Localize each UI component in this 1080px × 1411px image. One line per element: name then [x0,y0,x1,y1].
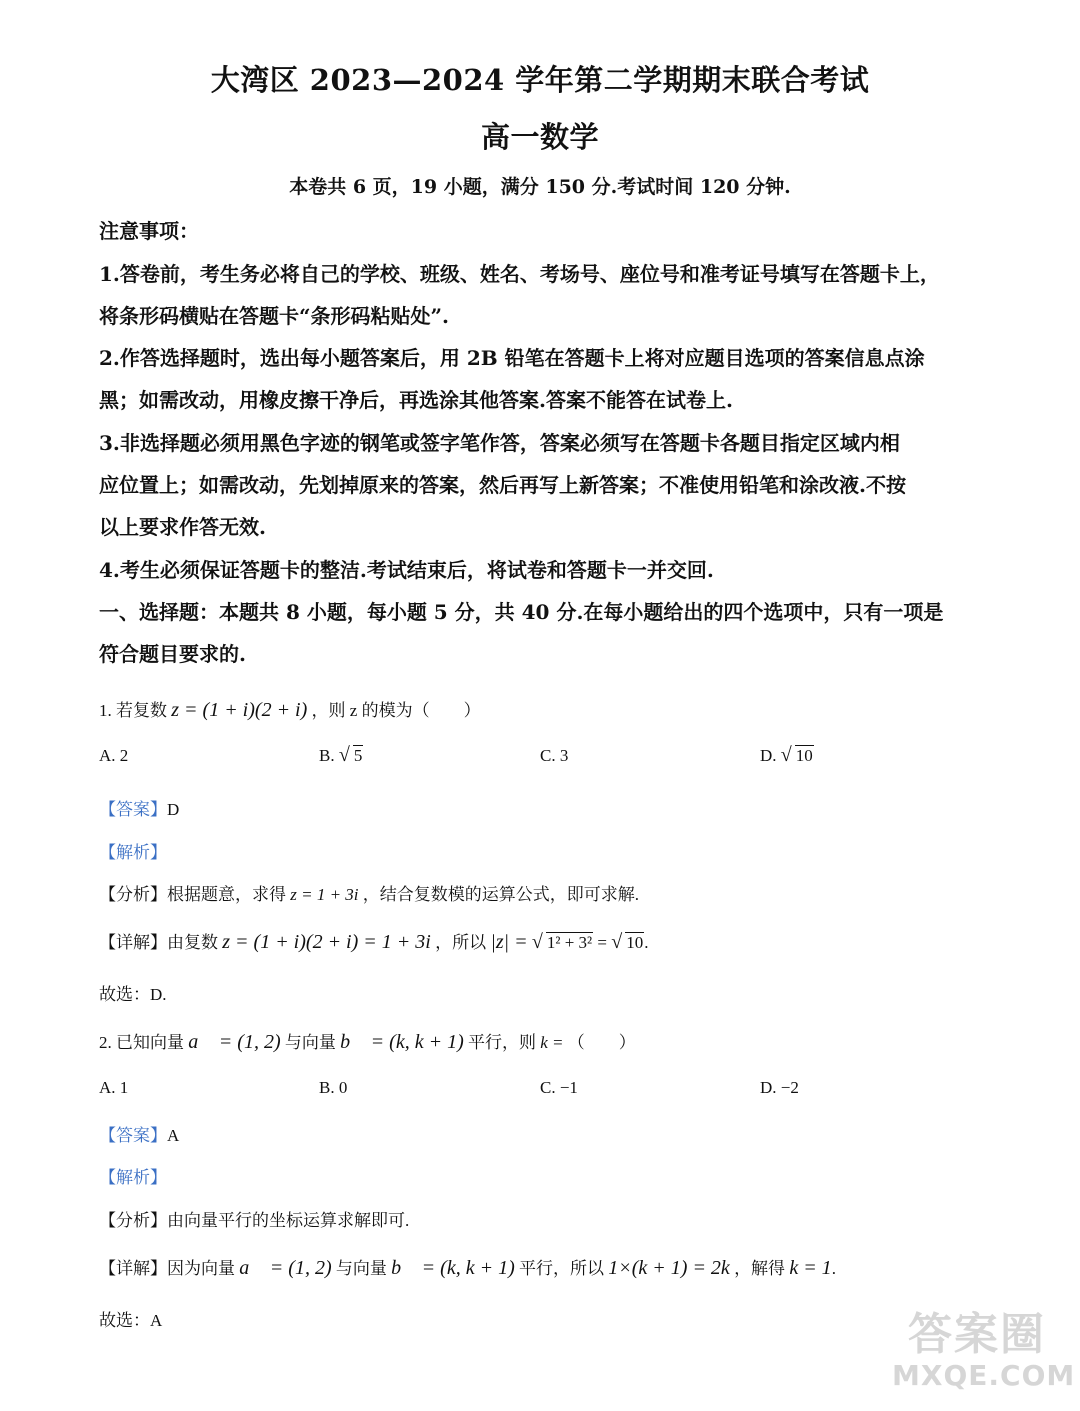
q1-answer [99,795,179,820]
exam-title: 大湾区 2023—2024 学年第二学期期末联合考试 [210,63,870,97]
note-line-8: 4.考生必须保证答题卡的整洁.考试结束后，将试卷和答题卡一并交回. [99,558,714,582]
q1-fenxi-post: ，结合复数模的运算公式，即可求解. [362,885,640,904]
q2-analysis [99,1163,167,1188]
q2-detail-vec-b: b⃗ = (k, k + 1) [391,1257,515,1279]
q1-analysis-tag: 【解析】 [99,843,167,862]
watermark-bottom-text: MXQE.COM [892,1359,1076,1392]
q2-detail-mid3: ，解得 [734,1259,786,1278]
q1-analysis [99,838,167,863]
q1-choice: 故选：D. [99,985,167,1004]
q1-detail-radicand2: 10 [626,933,644,952]
q2-fenxi [99,1206,409,1231]
q2-detail-expr: 1×(k + 1) = 2k [608,1257,730,1279]
q2-analysis-tag: 【解析】 [99,1168,167,1187]
q1-detail-sqrt2 [611,933,644,953]
q2-choice: 故选：A [99,1311,163,1330]
q1-option-d-sqrt [781,746,814,766]
notes-heading: 注意事项： [99,219,199,243]
q1-detail-tag: 【详解】 [99,933,167,952]
q1-detail [99,928,648,954]
q1-fenxi [99,880,639,905]
q2-vec-b: b⃗ = (k, k + 1) [340,1031,464,1053]
q2-detail-mid: 与向量 [335,1259,387,1278]
q1-option-b [319,746,363,766]
q2-vec-a: a⃗ = (1, 2) [188,1031,281,1053]
q1-option-d [760,746,814,766]
q2-detail-tag: 【详解】 [99,1259,167,1278]
q2-mid: 与向量 [284,1033,336,1052]
q2-detail-vec-a: a⃗ = (1, 2) [239,1257,332,1279]
q2-prefix: 2. 已知向量 [99,1033,184,1052]
q2-answer [99,1121,179,1146]
exam-info: 本卷共 6 页，19 小题，满分 150 分.考试时间 120 分钟. [289,176,791,198]
q1-fenxi-expr: z = 1 + 3i [290,885,359,904]
q1-prefix: 1. 若复数 [99,701,167,720]
note-line-7: 以上要求作答无效. [99,515,266,539]
q1-detail-expr: z = (1 + i)(2 + i) = 1 + 3i [222,931,431,953]
q1-detail-end: . [644,933,649,952]
q2-detail-pre: 因为向量 [167,1259,235,1278]
note-line-2: 将条形码横贴在答题卡“条形码粘贴处”. [99,304,449,328]
q1-option-b-sqrt [339,746,364,766]
q2-option-c: C. −1 [540,1078,578,1097]
q2-answer-tag: 【答案】 [99,1126,167,1145]
q2-detail-result: k = 1 [789,1257,832,1279]
q1-fenxi-pre: 根据题意，求得 [167,885,286,904]
note-line-1: 1.答卷前，考生务必将自己的学校、班级、姓名、考场号、座位号和准考证号填写在答题卡上， [99,262,940,286]
q1-suffix: ，则 z 的模为（ ） [311,701,481,720]
q2-option-a: A. 1 [99,1078,129,1097]
q1-option-d-label: D. [760,746,777,765]
q2-fenxi-tag: 【分析】 [99,1211,167,1230]
q2-blank: （ ） [567,1033,636,1052]
section1-line-1: 一、选择题：本题共 8 小题，每小题 5 分，共 40 分.在每小题给出的四个选项中，只有一项是 [99,600,944,624]
q1-detail-abs: |z| = [490,931,528,953]
q1-answer-tag: 【答案】 [99,800,167,819]
q1-answer-value: D [167,800,180,819]
q1-stem [99,696,481,722]
q1-option-b-label: B. [319,746,335,765]
q1-option-a: A. 2 [99,746,129,765]
q2-detail-mid2: 平行，所以 [519,1259,604,1278]
q2-suffix: 平行，则 [468,1033,536,1052]
q1-detail-pre: 由复数 [167,933,218,952]
q2-fenxi-text: 由向量平行的坐标运算求解即可. [167,1211,410,1230]
q1-option-d-radicand: 10 [795,746,813,765]
section1-line-2: 符合题目要求的. [99,642,246,666]
watermark-top-text: 答案圈 [908,1309,1046,1360]
q1-detail-sqrt [532,933,593,953]
note-line-4: 黑；如需改动，用橡皮擦干净后，再选涂其他答案.答案不能答在试卷上. [99,388,733,412]
q2-answer-value: A [167,1126,180,1145]
q2-detail [99,1254,836,1280]
q2-k-eq: k = [540,1033,564,1052]
q2-detail-end: . [831,1259,836,1278]
q1-detail-eq: = [597,933,607,952]
note-line-3: 2.作答选择题时，选出每小题答案后，用 2B 铅笔在答题卡上将对应题目选项的答案信息点涂 [99,346,925,370]
q2-option-b: B. 0 [319,1078,348,1097]
note-line-5: 3.非选择题必须用黑色字迹的钢笔或签字笔作答，答案必须写在答题卡各题目指定区域内相 [99,431,900,455]
q2-option-d: D. −2 [760,1078,799,1097]
q1-detail-radicand: 1² + 3² [546,933,593,952]
q2-stem [99,1028,636,1054]
q1-option-b-radicand: 5 [353,746,363,765]
q1-detail-mid: ，所以 [435,933,487,952]
note-line-6: 应位置上；如需改动，先划掉原来的答案，然后再写上新答案；不准使用铅笔和涂改液.不按 [99,473,906,497]
exam-subject: 高一数学 [480,120,599,154]
q1-fenxi-tag: 【分析】 [99,885,167,904]
q1-expr: z = (1 + i)(2 + i) [171,699,308,721]
watermark-logo [892,1309,1076,1403]
q1-option-c: C. 3 [540,746,569,765]
